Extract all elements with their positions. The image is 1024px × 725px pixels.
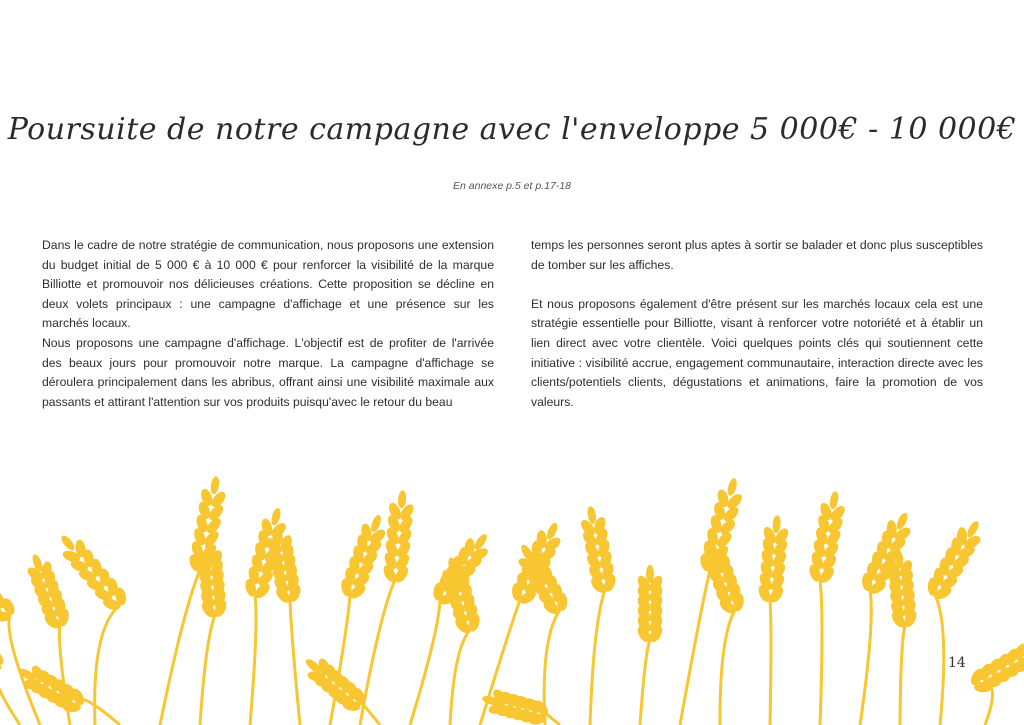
- left-column: [42, 236, 494, 412]
- body-paragraph: temps les personnes seront plus aptes à sortir se balader et donc plus susceptibles de tomber sur les affiches.: [531, 238, 983, 272]
- wheat-stalk: [755, 514, 792, 725]
- wheat-stalk: [805, 489, 851, 725]
- wheat-stalk: [884, 549, 920, 725]
- body-paragraph: Nous proposons une campagne d'affichage. L'objectif est de profiter de l'arrivée des beaux jours pour promouvoir notre marque. La campagne d'affichage se déroulera principalement dans les abribus, offrant ainsi une visibilité maximale aux passants et attirant l'attention sur vos produits puisqu'avec le retour du beau: [42, 335, 494, 409]
- wheat-stalk: [920, 514, 990, 725]
- body-paragraph: Dans le cadre de notre stratégie de communication, nous proposons une extension du budget initial de 5 000 € à 10 000 € pour renforcer la visibilité de la marque Billiotte et promouvoir nos délicieuses créations. Cette proposition se décline en deux volets principaux : une campagne d'affichage et une présence sur les marchés locaux.: [42, 238, 494, 331]
- wheat-illustration: [0, 475, 1024, 725]
- wheat-stalk: [410, 526, 498, 725]
- right-column: [531, 236, 983, 412]
- annex-reference: En annexe p.5 et p.17-18: [453, 180, 571, 192]
- page-title: Poursuite de notre campagne avec l'enveloppe 5 000€ - 10 000€: [7, 112, 1017, 147]
- wheat-stalk: [635, 565, 665, 725]
- body-paragraph: Et nous proposons également d'être présent sur les marchés locaux cela est une stratégie essentielle pour Billiotte, visant à renforcer votre notoriété et à établir un lien direct avec votre clientèle. Voici quelques points clés qui soutiennent cette initiative : visibilité accrue, engagement communautaire, interaction directe avec les clients/potentiels clients, dégustations et animations, faire la promotion de vos valeurs.: [531, 296, 983, 409]
- wheat-stalk: [194, 539, 230, 725]
- wheat-stalk: [964, 635, 1024, 725]
- page-number: 14: [948, 655, 966, 671]
- wheat-stalk: [576, 504, 621, 725]
- wheat-stalk: [360, 489, 418, 725]
